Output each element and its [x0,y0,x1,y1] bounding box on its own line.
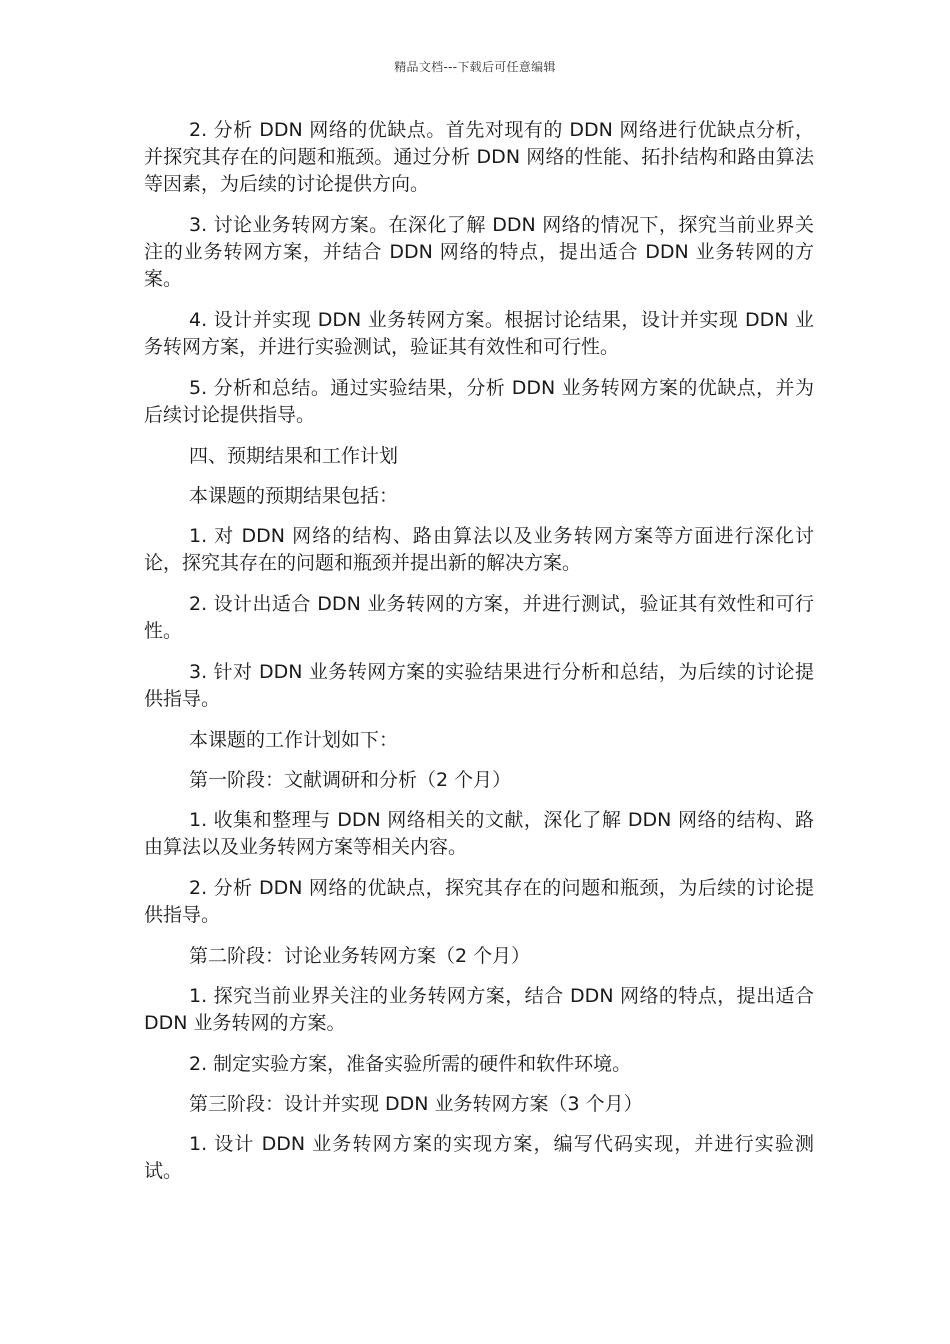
paragraph-phase2-item1: 1. 探究当前业界关注的业务转网方案，结合 DDN 网络的特点，提出适合 DDN 业务转网的方案。 [144,985,814,1034]
paragraph-results-intro: 本课题的预期结果包括： [189,485,399,507]
phase-heading-1: 第一阶段：文献调研和分析（2 个月） [189,769,512,791]
paragraph-summary: 5. 分析和总结。通过实验结果，分析 DDN 业务转网方案的优缺点，并为后续讨论提供指导。 [144,377,814,426]
paragraph-analysis-ddn: 2. 分析 DDN 网络的优缺点。首先对现有的 DDN 网络进行优缺点分析，并探究其存在的问题和瓶颈。通过分析 DDN 网络的性能、拓扑结构和路由算法等因素，为后续的讨论提供方向。 [144,119,814,195]
paragraph-phase1-item1: 1. 收集和整理与 DDN 网络相关的文献，深化了解 DDN 网络的结构、路由算法以及业务转网方案等相关内容。 [144,809,814,858]
paragraph-result-1: 1. 对 DDN 网络的结构、路由算法以及业务转网方案等方面进行深化讨论，探究其存在的问题和瓶颈并提出新的解决方案。 [144,525,814,574]
paragraph-phase1-item2: 2. 分析 DDN 网络的优缺点，探究其存在的问题和瓶颈，为后续的讨论提供指导。 [144,877,814,926]
phase-heading-3: 第三阶段：设计并实现 DDN 业务转网方案（3 个月） [189,1093,643,1115]
paragraph-plan-intro: 本课题的工作计划如下： [189,729,399,751]
paragraph-result-3: 3. 针对 DDN 业务转网方案的实验结果进行分析和总结，为后续的讨论提供指导。 [144,661,814,710]
page-header: 精品文档---下载后可任意编辑 [394,60,556,74]
paragraph-result-2: 2. 设计出适合 DDN 业务转网的方案，并进行测试，验证其有效性和可行性。 [144,593,814,642]
paragraph-discuss-scheme: 3. 讨论业务转网方案。在深化了解 DDN 网络的情况下，探究当前业界关注的业务转网方案，并结合 DDN 网络的特点，提出适合 DDN 业务转网的方案。 [144,214,814,290]
paragraph-phase2-item2: 2. 制定实验方案，准备实验所需的硬件和软件环境。 [189,1053,632,1075]
paragraph-design-implement: 4. 设计并实现 DDN 业务转网方案。根据讨论结果，设计并实现 DDN 业务转网方案，并进行实验测试，验证其有效性和可行性。 [144,309,814,358]
phase-heading-2: 第二阶段：讨论业务转网方案（2 个月） [189,945,531,967]
paragraph-phase3-item1: 1. 设计 DDN 业务转网方案的实现方案，编写代码实现，并进行实验测试。 [144,1133,814,1182]
document-body [144,117,814,1199]
section-heading-expected-results: 四、预期结果和工作计划 [189,445,399,467]
